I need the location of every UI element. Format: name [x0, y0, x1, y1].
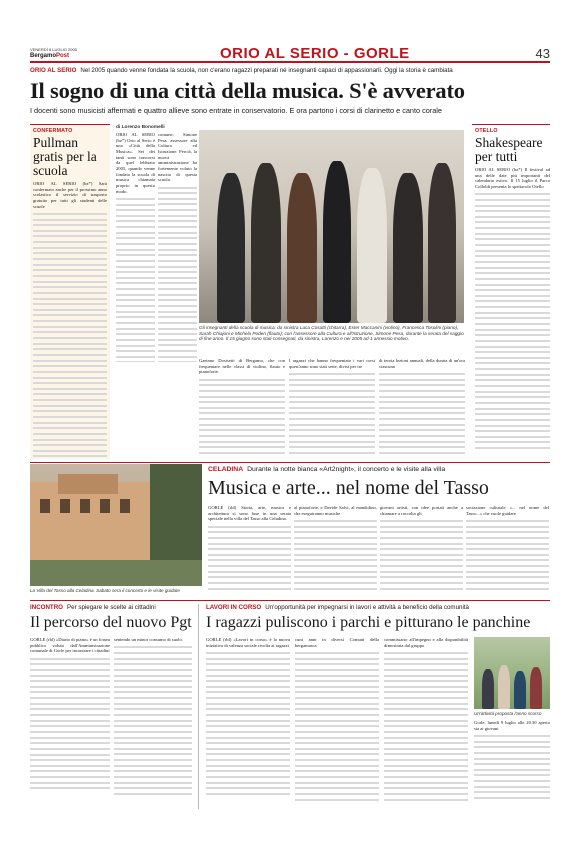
left-box-body	[33, 209, 107, 459]
brand-part-a: Bergamo	[30, 53, 57, 59]
section-title: ORIO AL SERIO - GORLE	[220, 45, 410, 62]
lead-column-e	[379, 358, 465, 458]
lavori-column-4	[474, 720, 550, 808]
lead-column-a-lead: ORIO AL SERIO (bz*) Orio al Serio è una «Città della Musica». Sei dei tanti sono trascorsi da quel febbraio 2005, quando venne fondata la scuola di musica chiamata proprio in questo modo.	[116, 132, 155, 194]
incontro-headline: Il percorso del nuovo Pgt	[30, 614, 192, 631]
right-box-lead: ORIO AL SERIO (bz*) Il festival ad una delle date più importanti del calendario estivo. Il 15 luglio il Parco Colloldi presenta lo spettacolo Otello	[475, 167, 550, 189]
left-box-lead: ORIO AL SERIO (bz*) Sarà confermato anche per il prossimo anno scolastico il servizio di trasporto gratuito per tutti gli studenti delle scuole	[33, 181, 107, 209]
left-sidebar-box	[30, 124, 110, 459]
lead-headline: Il sogno di una città della musica. S'è avverato	[30, 78, 465, 103]
lavori-kicker-label: LAVORI IN CORSO	[206, 604, 262, 611]
incontro-kicker-text: Per spiegare le scelte ai cittadini	[67, 604, 156, 611]
lavori-column-3	[384, 637, 468, 807]
incontro-column-1	[30, 637, 110, 807]
lead-column-d	[289, 358, 375, 458]
lead-column-c	[199, 358, 285, 458]
teachers-photo-caption: Gli insegnanti della scuola di musica: da sinistra Luca Cosatti (chitarra), Ester Maccanini (violino), Francesca Tosolini (piano), Sarah Chiajoni e Michela Poderi (flauto); con l'assessore alla Cultura e all'Istruzione, Simone Pesa, durante la serata del saggio di fine anno. Il 15 giugno sono stati consegnati, da sinistra, Lorenzo e nei 2005 ad 1 annessio motivo.	[199, 325, 464, 342]
lavori-column-3-lead: commissario all'impegno e alla disponibilità dimostrata dal gruppo	[384, 637, 468, 648]
celadina-kicker-text: Durante la notte bianca «Art2night», il concerto e le visite alla villa	[247, 466, 446, 473]
celadina-kicker-label: CELADINA	[208, 466, 244, 473]
celadina-column-3	[380, 505, 463, 597]
incontro-kicker	[30, 604, 156, 611]
lead-kicker	[30, 67, 550, 75]
lead-kicker-label: ORIO AL SERIO	[30, 67, 77, 74]
page-number: 43	[535, 46, 550, 61]
masthead	[30, 45, 550, 63]
left-box-label: CONFERMATO	[33, 128, 73, 134]
section-divider	[30, 462, 550, 463]
lead-column-b-lead: comune, Simone Pesa, assessore alla Cultura ed Istruzione. Perciò, la nuova amministrazione ha fortemente voluto la nascita di questa scuola.	[158, 132, 197, 183]
lavori-kicker-text: Un'opportunità per impegnarsi in lavori e attività a beneficio della comunità	[265, 604, 469, 611]
celadina-column-1	[208, 505, 291, 597]
celadina-column-2	[294, 505, 377, 597]
lead-kicker-text: Nel 2005 quando venne fondata la scuola, non c'erano ragazzi preparati né insegnanti capaci di appassionarli. Oggi la storia è cambiata	[80, 67, 453, 74]
masthead-date: VENERDÌ 8 LUGLIO 2005	[30, 47, 77, 52]
lavori-column-2	[295, 637, 379, 807]
column-separator	[198, 604, 199, 809]
lavori-headline: I ragazzi puliscono i parchi e pitturano le panchine	[206, 614, 531, 631]
lead-column-a	[116, 132, 155, 362]
brand-part-b: Post	[56, 53, 70, 59]
celadina-column-2-lead: al pianoforte, e Davide Salvi, al mandolino, che eseguiranno musiche	[294, 505, 377, 516]
youth-photo	[474, 637, 550, 709]
lead-byline: di Lorenzo Bonomelli	[116, 125, 165, 130]
section-divider	[30, 600, 550, 601]
left-box-headline: Pullman gratis per la scuola	[33, 135, 97, 178]
lead-column-e-lead: di teoria lezioni annuali, della durata di un'ora ciascuna	[379, 358, 465, 369]
right-box-body	[475, 190, 550, 449]
villa-photo	[30, 464, 202, 586]
lead-column-b	[158, 132, 197, 362]
lavori-kicker	[206, 604, 469, 611]
teachers-photo	[199, 130, 464, 323]
lavori-column-4-lead: Gorle, lunedì 9 luglio alle 20.30 aperto sia ai giovani	[474, 720, 550, 731]
lead-column-c-lead: Gaetano Dosisetti di Bergamo, che con frequentare nelle classi di violino, flauto e pianoforte.	[199, 358, 285, 375]
lavori-column-1-lead: GORLE (rbl) «Lavori in corso» è la nuova iniziativa di valenza sociale rivolta ai ragazzi	[206, 637, 290, 648]
villa-photo-caption: La Villa del Tasso alla Celadina. Sabato sera il concerto e le visite guidate	[30, 588, 180, 593]
youth-photo-caption: Un'attività proposta l'anno scorso	[474, 711, 542, 716]
lavori-column-1	[206, 637, 290, 807]
right-box-label: OTELLO	[475, 128, 498, 134]
masthead-brand	[30, 53, 69, 59]
lead-subhead: I docenti sono musicisti affermati e quattro allieve sono entrate in conservatorio. E ora partono i corsi di clarinetto e canto corale	[30, 106, 442, 115]
right-box-headline: Shakespeare per tutti	[475, 135, 543, 164]
incontro-column-2-lead: sentendo un minor consumo di suolo.	[114, 637, 183, 642]
celadina-column-4-lead: sociazione culturale «... nel nome del Tasso...» che vuole guidare	[466, 505, 549, 516]
celadina-column-3-lead: giovani artisti, con idee portati anche a chiamare a raccolta gli	[380, 505, 463, 516]
celadina-kicker	[208, 466, 445, 473]
incontro-column-1-lead: GORLE (rbl) «Diario di piano» è un forum pubblico voluto dall'Amministrazione comunale di Gorle per incontrare i cittadini	[30, 637, 110, 654]
right-sidebar-box	[472, 124, 550, 459]
celadina-column-1-lead: GORLE (rbl) Storia, arte, musica e architettura si sono fuse in una serata speciale nella villa del Tasso alla Celadina.	[208, 505, 291, 522]
incontro-column-2	[114, 637, 192, 807]
lead-column-d-lead: I ragazzi che hanno frequentato i vari corsi quest'anno sono stati sette, divisi per tre	[289, 358, 375, 369]
incontro-kicker-label: INCONTRO	[30, 604, 63, 611]
lavori-column-2-lead: cuni anni in diversi Comuni della bergamasca	[295, 637, 379, 648]
celadina-headline: Musica e arte... nel nome del Tasso	[208, 477, 489, 499]
celadina-column-4	[466, 505, 549, 597]
